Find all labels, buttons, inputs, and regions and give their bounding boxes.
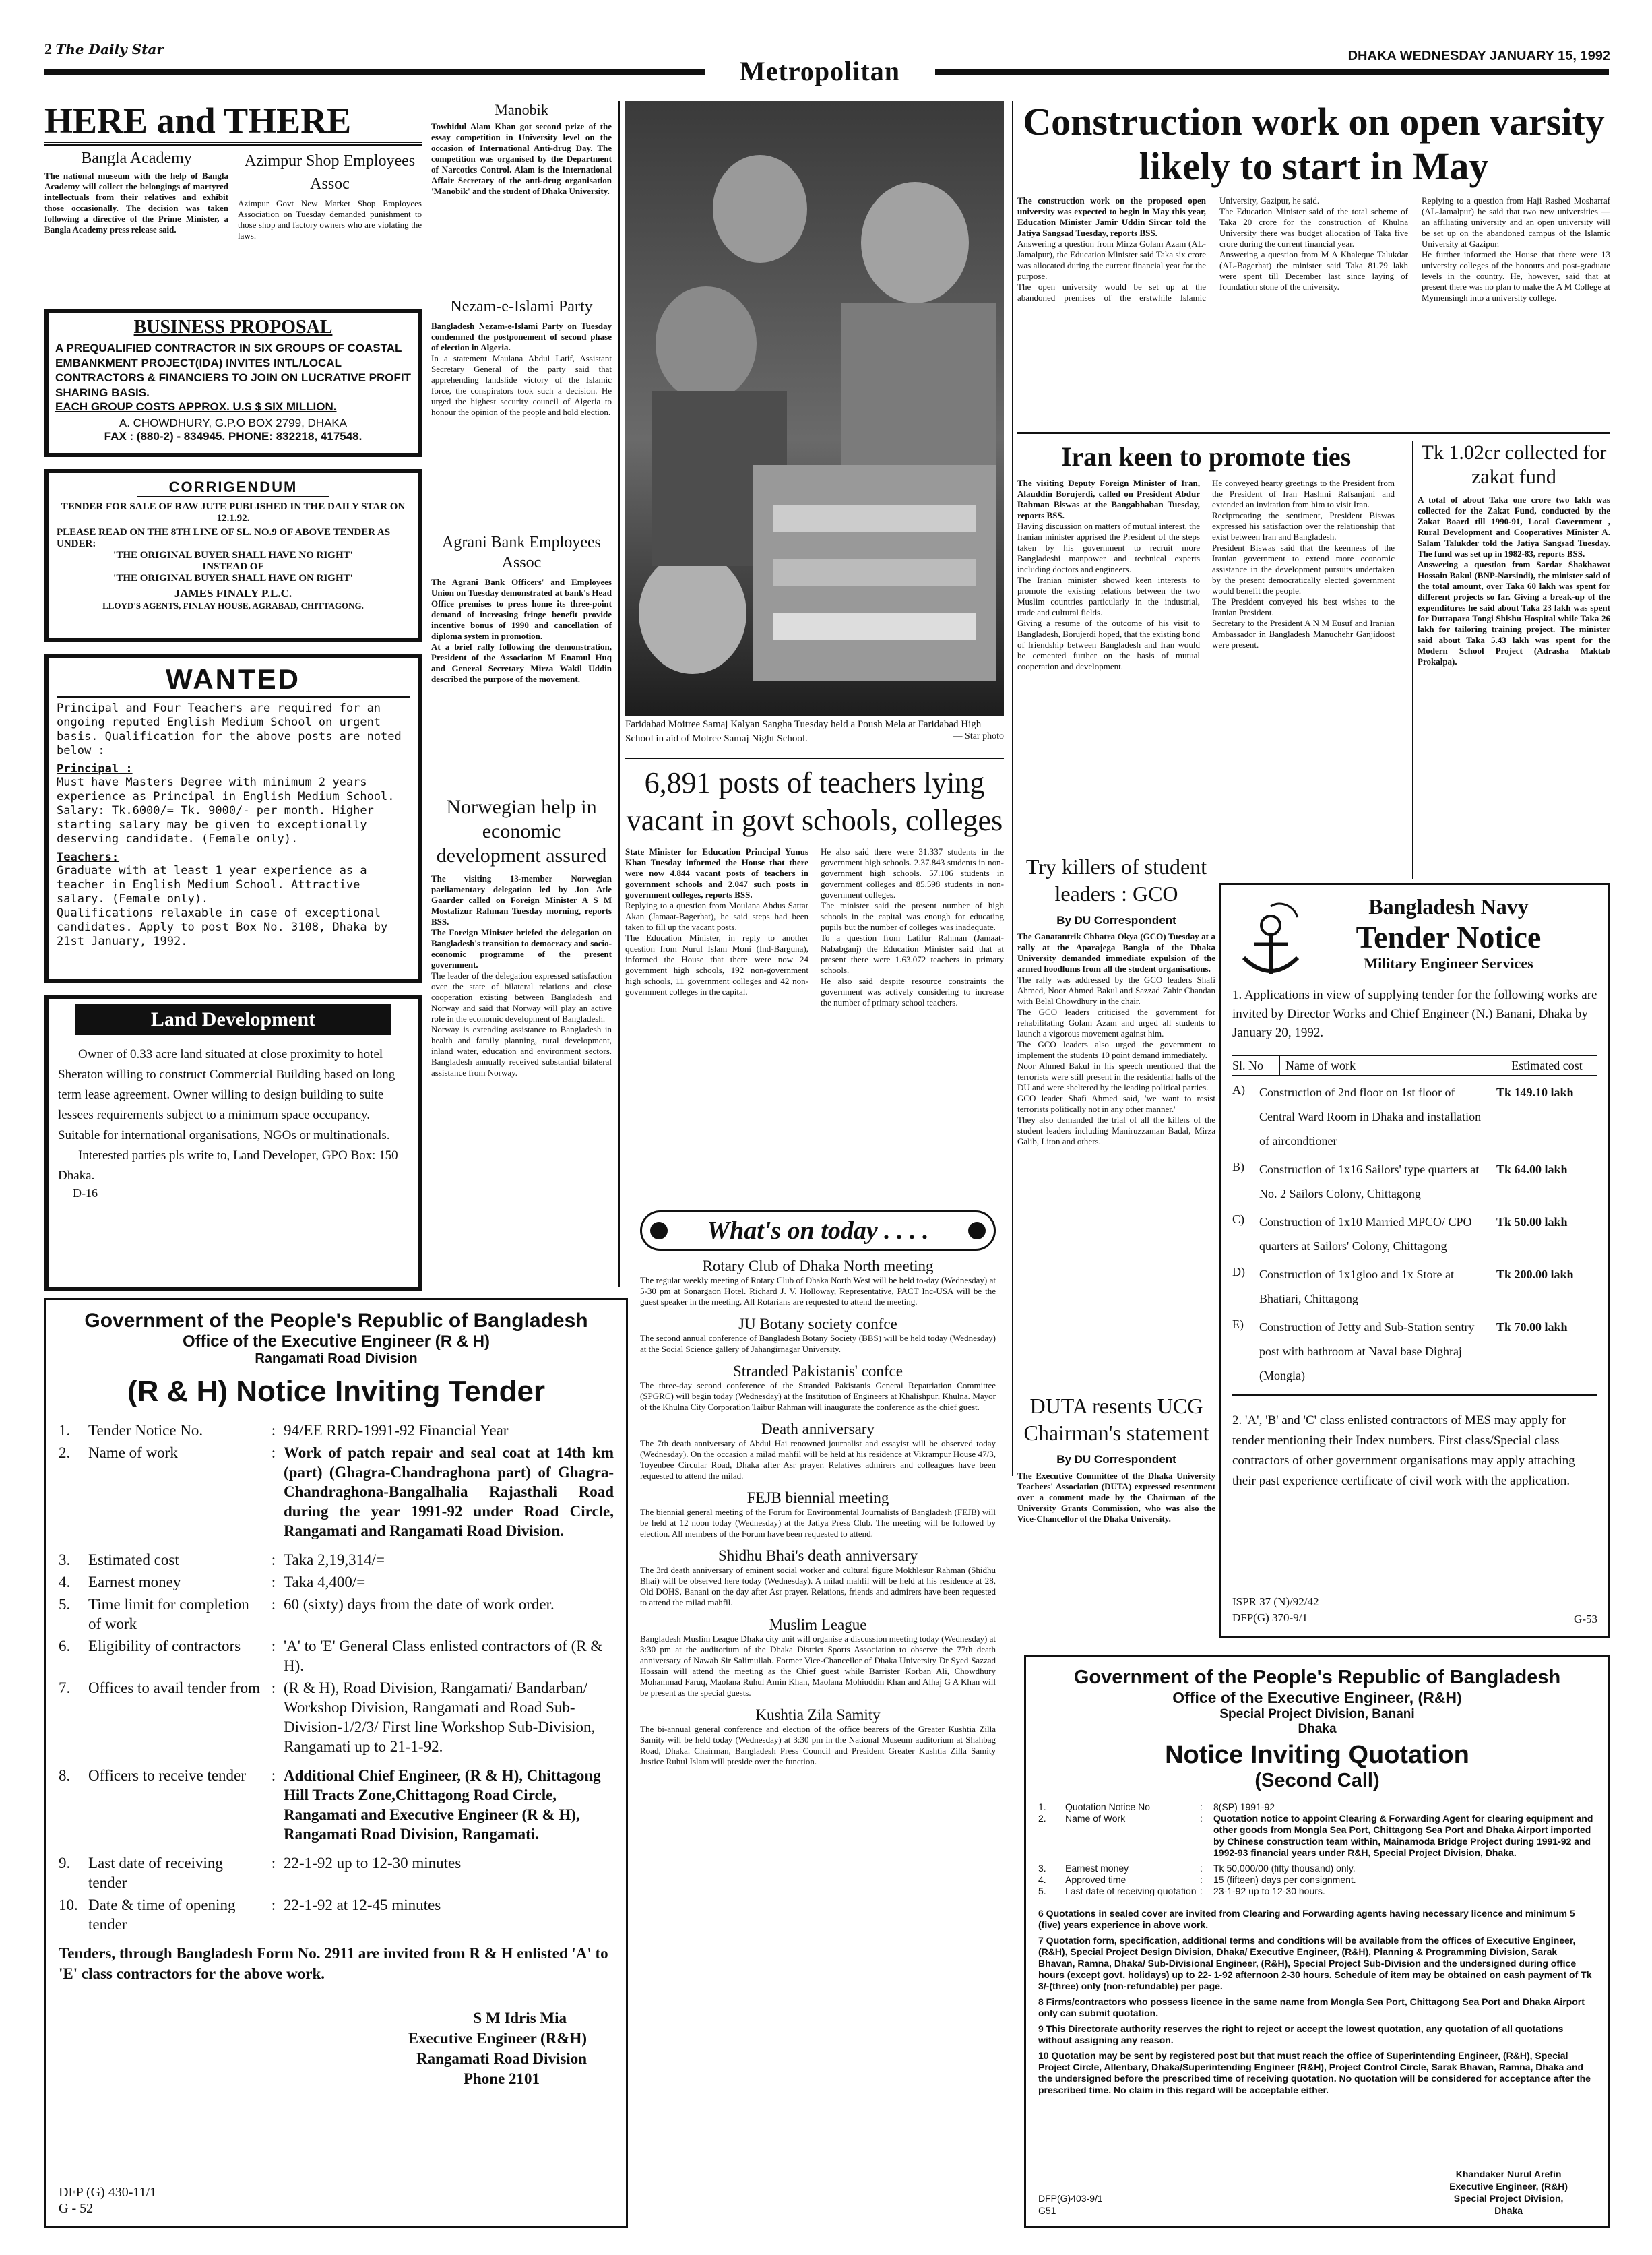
wanted-title: WANTED <box>57 663 410 698</box>
quot-division-line: Special Project Division, Banani <box>1219 1707 1415 1721</box>
gco-story <box>1017 853 1215 1386</box>
rh-row-num: 1. <box>59 1422 71 1439</box>
construction-text-4: The Education Minister said of the total scheme of Taka 20 crore for the construction of Khulna University there was budget allocation of Taka five crore during the current financial year. <box>1219 206 1408 249</box>
masthead-rule-left <box>44 69 705 75</box>
here-text-1: The national museum with the help of Bangla Academy will collect the belongings of martyred intellectuals from their relatives and exhibit those occasionally. The decision was taken following a directive of the Prime Minister, a Bangla Academy press release said. <box>44 171 228 235</box>
nezam-text-1: Bangladesh Nezam-e-Islami Party on Tuesday condemned the postponement of second phase of election in Algeria. <box>431 321 612 352</box>
corrigendum-line-6: JAMES FINALY P.L.C. <box>174 587 292 600</box>
quot-office-line: Office of the Executive Engineer, (R&H) <box>1172 1689 1462 1706</box>
wanted-principal-text: Must have Masters Degree with minimum 2 years experience as Principal in English Medium School. Salary: Tk.6000/= Tk. 9000/- per month. Higher starting salary may be given to exceptionally deserving candidate. (Female only). <box>57 776 395 846</box>
navy-row-work: Construction of 2nd floor on 1st floor of Central Ward Room in Dhaka and installation of aircondtioner <box>1259 1086 1482 1148</box>
event-heading-6: Muslim League <box>769 1616 867 1633</box>
navy-row <box>1232 1315 1597 1396</box>
teachers-heading: 6,891 posts of teachers lying vacant in govt schools, colleges <box>626 766 1003 837</box>
iran-text-3: The Iranian minister showed keen interests to promote the existing relations between the two Muslim countries particularly in the industrial, trade and cultural fields. <box>1017 575 1200 617</box>
teachers-text-1: State Minister for Education Principal Yunus Khan Tuesday informed the House that there were now 4.844 vacant posts of teachers in government schools and 2.047 such posts in government colleges, reports BSS. <box>625 846 808 900</box>
rh-row-key: Name of work <box>88 1444 178 1461</box>
whats-on-today-banner <box>640 1210 996 1251</box>
gco-text-5: Noor Ahmed Bakul in his speech mentioned that the terrorists were still present in the residential halls of the DU and were sheltered by the leading political parties. <box>1017 1061 1215 1092</box>
navy-row-cost: Tk 50.00 lakh <box>1496 1215 1568 1229</box>
rh-row-value: Additional Chief Engineer, (R & H), Chittagong Hill Tracts Zone,Chittagong Road Circle, Rangamati and Executive Engineer (R & H), Rangamati Road Division, Rangamati. <box>284 1767 601 1843</box>
teachers-text-5: The minister said the present number of high schools in the capital was enough for educating pupils but the number of colleges was inadequate. <box>821 900 1004 932</box>
rh-row-key: Eligibility of contractors <box>88 1638 241 1655</box>
quot-row-value: 23-1-92 up to 12-30 hours. <box>1213 1886 1325 1896</box>
zakat-story <box>1418 441 1610 872</box>
teachers-story <box>625 764 1004 1209</box>
navy-title-2: Tender Notice <box>1356 920 1542 954</box>
here-heading-1: Bangla Academy <box>81 150 192 167</box>
quot-row-value: 8(SP) 1991-92 <box>1213 1801 1275 1812</box>
rh-office-line: Office of the Executive Engineer (R & H) <box>182 1332 490 1351</box>
zakat-heading: Tk 1.02cr collected for zakat fund <box>1421 441 1607 488</box>
dateline: DHAKA WEDNESDAY JANUARY 15, 1992 <box>1347 49 1610 63</box>
iran-text-4: Giving a resume of the outcome of his visit to Bangladesh, Borujerdi hoped, that the existing bond of friendship between Bangladesh and Iran would be cemented further on the basis of mutual cooperation and development. <box>1017 618 1200 671</box>
event-heading-5: Shidhu Bhai's death anniversary <box>718 1547 918 1564</box>
navy-tender-notice <box>1219 883 1610 1638</box>
rh-row-key: Officers to receive tender <box>88 1767 246 1784</box>
teachers-text-3: The Education Minister, in reply to another question from Nurul Islam Moni (Ind-Barguna), informed the House that there were now 24 government high schools, 192 non-government high schools, 11 government colleges and 42 non-government colleges in the capital. <box>625 933 808 997</box>
gco-text-4: The GCO leaders also urged the government to implement the students 10 point demand immediately. <box>1017 1039 1215 1060</box>
agrani-brief <box>431 532 612 783</box>
quot-row-num: 2. <box>1038 1813 1046 1824</box>
quot-codes <box>1038 2192 1103 2217</box>
event-text-1: The second annual conference of Bangladesh Botany Society (BBS) will be held today (Wednesday) at the Social Science gallery of Jahangirnagar University. <box>640 1333 996 1354</box>
quot-row: 2. Name of Work : Quotation notice to appoint Clearing & Forwarding Agent for clearing equipment and other goods from Mongla Sea Port, Chittagong Sea Port and Dhaka Airport imported by Chinese construction team within, Mainamoda Bridge Project during 1991-92 and 1992-93 financial years under R&H, Special Project Division, Dhaka. <box>1038 1813 1596 1859</box>
navy-row <box>1232 1262 1597 1311</box>
land-text-1: Owner of 0.33 acre land situated at close proximity to hotel Sheraton willing to construct Commercial Building based on long term lease agreement. Owner willing to design building to suite lessees requirements subject to a minimum space occupancy. Suitable for international organisations, NGOs or multinationals. <box>58 1047 395 1142</box>
photo-caption <box>625 717 1004 759</box>
navy-col-work: Name of work <box>1285 1059 1356 1072</box>
quot-row-key: Last date of receiving quotation <box>1065 1886 1197 1896</box>
navy-para-2: 2. 'A', 'B' and 'C' class enlisted contractors of MES may apply for tender mentioning their Index numbers. First class/Special class contractors of other government organisations may apply attaching their past experience certificate of civil work with the application. <box>1232 1413 1575 1488</box>
quot-row-key: Earnest money <box>1065 1863 1129 1874</box>
here-and-there <box>44 100 422 295</box>
bullet-right <box>968 1222 986 1239</box>
navy-title-3: Military Engineer Services <box>1364 955 1533 972</box>
event-text-3: The 7th death anniversary of Abdul Hai renowned journalist and essayist will be observed today (Wednesday). On the occasion a milad mahfil will be held at his residence at Vikrampur House 47/3, Toyenbee Circular Road, Dhaka after Asr prayer. Relatives admirers and colleagues have been requested to attend the milad. <box>640 1438 996 1481</box>
quot-note: 6 Quotations in sealed cover are invited from Clearing and Forwarding agents having necessary licence and minimum 5 (five) years experience in above work. <box>1038 1908 1575 1930</box>
navy-code-3: G-53 <box>1574 1613 1597 1626</box>
quot-sig-city: Dhaka <box>1494 2205 1523 2216</box>
norway-text-4: Norway is extending assistance to Bangladesh in health and family planning, rural development, inland water, education and environment sectors. Bangladesh annually received substantial bilateral assistance from Norway. <box>431 1024 612 1078</box>
rh-row-num: 2. <box>59 1444 71 1461</box>
agrani-heading: Agrani Bank Employees Assoc <box>442 534 601 572</box>
quot-note: 8 Firms/contractors who possess licence in the same name from Mongla Sea Port, Chittagong Sea Port and Dhaka Airport only can submit quotation. <box>1038 1996 1585 2018</box>
rh-row-value: Taka 4,400/= <box>284 1574 366 1590</box>
event-heading-0: Rotary Club of Dhaka North meeting <box>702 1258 934 1274</box>
event-text-6: Bangladesh Muslim League Dhaka city unit will organise a discussion meeting today (Wednesday) at 3:30 pm at the auditorium of the Dhaka District Sports Association to observe the 77th death anniversary of Nawab Sir Salimullah. Former Vice-Chancellor of Dhaka University Dr Syed Sazzad Hossain will attend the meeting as the Chief guest while Barrister Korban Ali, Chowdhury Mohammad Faruq, Maolana Ruhul Amin Khan, Maolana Mohiuddin Khan and Alhaj G A Khan will be present as the special guests. <box>640 1634 996 1698</box>
iran-text-2: Having discussion on matters of mutual interest, the Iranian minister apprised the President of the steps taken by his government to recruit more Bangladeshi manpower and technical experts including doctors and engineers. <box>1017 521 1200 574</box>
quot-row-key: Name of Work <box>1065 1813 1126 1824</box>
quot-city-line: Dhaka <box>1298 1722 1337 1736</box>
navy-col-sl: Sl. No <box>1232 1056 1280 1075</box>
nezam-brief <box>431 297 612 530</box>
event-text-0: The regular weekly meeting of Rotary Club of Dhaka North West will be held to-day (Wednesday) at 5-30 pm at Sonargaon Hotel. Richard J. V. Holloway, Representative, PACT Inc-USA will be the guest speaker in the meeting. All Rotarians are requested to attend the meeting. <box>640 1275 996 1307</box>
navy-intro: 1. Applications in view of supplying tender for the following works are invited by Director Works and Chief Engineer (N.) Banani, Dhaka by January 20, 1992. <box>1232 988 1597 1040</box>
rh-row-value: 'A' to 'E' General Class enlisted contractors of (R & H). <box>284 1638 603 1674</box>
business-proposal-ad <box>44 309 422 457</box>
rh-row-key: Date & time of opening tender <box>88 1896 236 1933</box>
rh-row: 4. Earnest money : Taka 4,400/= <box>59 1572 614 1592</box>
navy-row-num: A) <box>1232 1083 1245 1096</box>
rh-row-key: Last date of receiving tender <box>88 1855 223 1891</box>
navy-row-work: Construction of 1x10 Married MPCO/ CPO quarters at Sailors' Colony, Chittagong <box>1259 1215 1472 1253</box>
corrigendum-line-7: LLOYD'S AGENTS, FINLAY HOUSE, AGRABAD, CHITTAGONG. <box>102 600 364 611</box>
rh-rows <box>59 1421 614 1934</box>
wanted-teachers-heading: Teachers: <box>57 851 119 864</box>
navy-row-num: B) <box>1232 1160 1244 1173</box>
rh-tender-notice <box>44 1298 628 2228</box>
rh-row: 2. Name of work : Work of patch repair and seal coat at 14th km (part) (Ghagra-Chandraghona part) of Ghagra-Chandraghona-Bangalhalia Rajasthali Road during the year 1991-92 under Road Circle, Rangamati and Rangamati Road Division. <box>59 1444 614 1539</box>
corrigendum-ad <box>44 469 422 642</box>
rh-row-value: 22-1-92 up to 12-30 minutes <box>284 1855 462 1872</box>
navy-row-cost: Tk 149.10 lakh <box>1496 1086 1574 1099</box>
navy-row-num: D) <box>1232 1265 1245 1278</box>
rh-row-value: 94/EE RRD-1991-92 Financial Year <box>284 1422 509 1439</box>
corrigendum-line-2: PLEASE READ ON THE 8TH LINE OF SL. NO.9 OF ABOVE TENDER AS UNDER: <box>57 527 391 549</box>
navy-row-cost: Tk 200.00 lakh <box>1496 1268 1574 1281</box>
rh-sig-phone: Phone 2101 <box>463 2070 540 2087</box>
page-number-logo <box>44 40 206 63</box>
rh-signature <box>59 2008 614 2089</box>
rh-division-line: Rangamati Road Division <box>255 1351 418 1366</box>
quot-signature <box>1449 2168 1568 2217</box>
corrigendum-line-3: 'THE ORIGINAL BUYER SHALL HAVE NO RIGHT' <box>113 550 353 561</box>
quot-row: 3. Earnest money : Tk 50,000/00 (fifty thousand) only. <box>1038 1863 1596 1874</box>
rh-row-num: 6. <box>59 1638 71 1655</box>
quot-row-key: Quotation Notice No <box>1065 1801 1151 1812</box>
rh-sig-division: Rangamati Road Division <box>416 2050 587 2067</box>
rh-row-value: 22-1-92 at 12-45 minutes <box>284 1896 441 1913</box>
event-text-5: The 3rd death anniversary of eminent social worker and cultural figure Mokhlesur Rahman (Shidhu Bhai) will be observed here today (Wednesday). A milad mahfil will be held at his residence at 28, Old DOHS, Banani on the day after Asr prayer. Relations, friends and admirers have been requested to attend the milad mahfil. <box>640 1565 996 1607</box>
norway-text-2: The Foreign Minister briefed the delegation on Bangladesh's transition to democracy and socio-economic programme of the present government. <box>431 927 612 970</box>
photo-credit: — Star photo <box>953 731 1004 741</box>
rh-row-key: Tender Notice No. <box>88 1422 203 1439</box>
construction-text-7: He further informed the House that there were 13 university colleges of the honours and post-graduate levels in the country. He, however, said that at present there was no plan to make the A M College at Mymensingh into a university college. <box>1422 249 1610 303</box>
teachers-text-4: He also said there were 31.337 students in the government high schools. 2.37.843 students in non-government high schools. 57.106 students in government colleges and 85.598 students in non-government colleges. <box>821 846 1004 900</box>
page-number: 2 <box>44 40 52 57</box>
rh-row-num: 8. <box>59 1767 71 1784</box>
quot-row-value: Quotation notice to appoint Clearing & Forwarding Agent for clearing equipment and other goods from Mongla Sea Port, Chittagong Sea Port and Dhaka Airport imported by Chinese construction team within, Mainamoda Bridge Project during 1991-92 and 1992-93 financial years under R&H, Special Project Division, Dhaka. <box>1213 1813 1593 1858</box>
manobik-brief <box>431 101 612 297</box>
rh-row: 5. Time limit for completion of work : 60 (sixty) days from the date of work order. <box>59 1595 614 1634</box>
wanted-teachers-text: Graduate with at least 1 year experience as a teacher in English Medium School. Attractive salary. (Female only). <box>57 864 367 906</box>
rh-code-2: G - 52 <box>59 2201 94 2216</box>
navy-row-work: Construction of Jetty and Sub-Station sentry post with bathroom at Naval base Dighraj (Mongla) <box>1259 1320 1475 1382</box>
land-text-2: Interested parties pls write to, Land Developer, GPO Box: 150 Dhaka. <box>58 1148 398 1183</box>
iran-text-5: He conveyed hearty greetings to the President from the President of Iran Hashmi Rafsanjani and extended an invitation from him to visit Iran. <box>1212 478 1395 509</box>
iran-text-6: Reciprocating the sentiment, President Biswas expressed his satisfaction over the relationship that exist between Iran and Bangladesh. <box>1212 510 1395 542</box>
quot-row-num: 4. <box>1038 1874 1046 1885</box>
navy-row-work: Construction of 1x16 Sailors' type quarters at No. 2 Sailors Colony, Chittagong <box>1259 1163 1480 1200</box>
quot-row-num: 3. <box>1038 1863 1046 1874</box>
quot-code-1: DFP(G)403-9/1 <box>1038 2193 1103 2204</box>
navy-codes <box>1232 1594 1319 1626</box>
construction-text-1: The construction work on the proposed open university was expected to begin in May this year, Education Minister Jamir Uddin Sircar told the Jatiya Sangsad Tuesday, reports BSS. <box>1017 195 1206 238</box>
photo-image <box>625 101 1004 716</box>
land-code: D-16 <box>73 1186 98 1200</box>
rh-row: 10. Date & time of opening tender : 22-1-92 at 12-45 minutes <box>59 1895 614 1934</box>
navy-title-1: Bangladesh Navy <box>1368 894 1529 919</box>
quotation-notice <box>1024 1655 1610 2228</box>
rh-row-value: (R & H), Road Division, Rangamati/ Bandarban/ Workshop Division, Rangamati and Road Sub-Division-1/2/3/ First line Workshop Sub-Division, Rangamati up to 21-1-92. <box>284 1679 596 1755</box>
wanted-ad <box>44 654 422 983</box>
corrigendum-line-5: 'THE ORIGINAL BUYER SHALL HAVE ON RIGHT' <box>113 573 353 584</box>
quot-sig-name: Khandaker Nurul Arefin <box>1455 2169 1562 2180</box>
quot-row-num: 5. <box>1038 1886 1046 1896</box>
navy-table-header <box>1232 1055 1597 1076</box>
here-text-2: Azimpur Govt New Market Shop Employees Association on Tuesday demanded punishment to those shop and factory owners who are violating the laws. <box>238 198 422 241</box>
navy-code-2: DFP(G) 370-9/1 <box>1232 1611 1308 1624</box>
poush-mela-photo <box>625 101 1004 716</box>
duta-story <box>1017 1392 1215 1635</box>
duta-heading: DUTA resents UCG Chairman's statement <box>1023 1394 1209 1445</box>
rh-row-num: 5. <box>59 1596 71 1613</box>
rh-code-1: DFP (G) 430-11/1 <box>59 2185 157 2200</box>
rh-row: 3. Estimated cost : Taka 2,19,314/= <box>59 1550 614 1570</box>
duta-text-1: The Executive Committee of the Dhaka University Teachers' Association (DUTA) expressed resentment over a comment made by the Chairman of the University Grants Commission, who was also the Vice-Chancellor of the Dhaka University. <box>1017 1471 1215 1524</box>
iran-story <box>1017 441 1395 879</box>
quot-gov-line: Government of the People's Republic of Bangladesh <box>1073 1667 1561 1688</box>
construction-story <box>1017 100 1610 434</box>
rh-row-value: Work of patch repair and seal coat at 14th km (part) (Ghagra-Chandraghona part) of Ghagra-Chandraghona-Bangalhalia Rajasthali Road during the year 1991-92 under Road Circle, Rangamati and Rangamati Road Division. <box>284 1444 614 1539</box>
teachers-text-7: He also said despite resource constraints the government was actively considering to increase the number of primary school teachers. <box>821 976 1004 1008</box>
teachers-text-2: Replying to a question from Moulana Abdus Sattar Akan (Jamaat-Bagerhat), he said steps had been taken to fill up the vacant posts. <box>625 900 808 932</box>
iran-text-7: President Biswas said that the keenness of the Iranian government to extend more economic assistance in the development pursuits undertaken by the present democratically elected government would benefit the people. <box>1212 543 1395 596</box>
quot-notes <box>1038 1908 1596 2096</box>
col-rule-2 <box>1012 101 1013 1476</box>
gco-byline: By DU Correspondent <box>1056 914 1176 927</box>
navy-row <box>1232 1157 1597 1206</box>
business-line-4: FAX : (880-2) - 834945. PHONE: 832218, 417548. <box>104 430 362 443</box>
nezam-heading: Nezam-e-Islami Party <box>450 298 593 315</box>
rh-gov-line: Government of the People's Republic of Bangladesh <box>84 1309 588 1332</box>
construction-text-3: The open university would be set up at the abandoned premises of the erstwhile Islamic University, Gazipur, he said. <box>1017 195 1320 303</box>
bullet-left <box>650 1222 668 1239</box>
gco-text-1: The Ganatantrik Chhatra Okya (GCO) Tuesday at a rally at the Aparajega Bangla of the Dhaka University demanded immediate expulsion of the armed hoodlums from all the student organisations. <box>1017 931 1215 974</box>
nezam-text-2: In a statement Maulana Abdul Latif, Assistant Secretary General of the party said that apprehending landslide victory of the Islamic force, the conspirators took such a decision. He urged the highest security council of Algeria to honour the opinion of the people and hold election. <box>431 353 612 417</box>
rh-row-num: 3. <box>59 1551 71 1568</box>
navy-col-cost: Estimated cost <box>1511 1059 1583 1072</box>
construction-text-5: Answering a question from M A Khaleque Talukdar (AL-Bagerhat) the minister said Taka 81.79 lakh were spent till December last since laying of foundation stone of the university. <box>1219 249 1408 292</box>
section-title: Metropolitan <box>740 56 900 86</box>
quot-sig-title: Executive Engineer, (R&H) <box>1449 2181 1568 2192</box>
gco-text-3: The GCO leaders criticised the government for rehabilitating Golam Azam and urged all students to launch a vigorous movement against him. <box>1017 1007 1215 1039</box>
quot-code-2: G51 <box>1038 2205 1056 2216</box>
rh-row-key: Earnest money <box>88 1574 181 1590</box>
event-text-4: The biennial general meeting of the Forum for Environmental Journalists of Bangladesh (FEJB) will be held at 12 noon today (Wednesday) at the Jatiya Press Club. The meeting will be followed by election. All members of the Forum have been requested to attend. <box>640 1507 996 1539</box>
zakat-text-1: A total of about Taka one crore two lakh was collected for the Zakat Fund, conducted by the Zakat Board till 1990-91, Local Government , Rural Development and Cooperatives Minister A. Salam Talukder told the Jatiya Sangsad Tuesday. The fund was set up in 1982-83, reports BSS. <box>1418 495 1610 559</box>
business-title: BUSINESS PROPOSAL <box>133 317 333 338</box>
here-title: HERE and THERE <box>44 100 422 146</box>
rh-row-key: Time limit for completion of work <box>88 1596 249 1632</box>
navy-code-1: ISPR 37 (N)/92/42 <box>1232 1595 1319 1608</box>
rh-title: (R & H) Notice Inviting Tender <box>127 1375 546 1408</box>
construction-heading: Construction work on open varsity likely to start in May <box>1023 100 1605 188</box>
wanted-apply-text: Qualifications relaxable in case of exceptional candidates. Apply to post Box No. 3108, Dhaka by 21st January, 1992. <box>57 906 388 948</box>
rh-sig-title: Executive Engineer (R&H) <box>408 2030 587 2047</box>
masthead-rule-right <box>935 69 1609 75</box>
rh-row: 1. Tender Notice No. : 94/EE RRD-1991-92 Financial Year <box>59 1421 614 1440</box>
gco-text-6: GCO leader Shafi Ahmed said, 'we want to resist terrorists politically not in any other manner.' <box>1017 1093 1215 1114</box>
gco-text-7: They also demanded the trial of all the killers of the student leaders including Maniruzzaman Badal, Mirza Galib, Liton and others. <box>1017 1115 1215 1146</box>
corrigendum-line-1: TENDER FOR SALE OF RAW JUTE PUBLISHED IN THE DAILY STAR ON 12.1.92. <box>61 501 406 524</box>
col-rule-3 <box>1412 441 1413 879</box>
wanted-intro: Principal and Four Teachers are required for an ongoing reputed English Medium School on urgent basis. Qualification for the above posts are noted below : <box>57 702 402 758</box>
iran-text-8: The President conveyed his best wishes to the Iranian President. <box>1212 596 1395 617</box>
iran-text-1: The visiting Deputy Foreign Minister of Iran, Alauddin Borujerdi, called on President Abdur Rahman Biswas at the Bangabhaban Tuesday, reports BSS. <box>1017 478 1200 520</box>
construction-text-6: Replying to a question from Haji Rashed Mosharraf (AL-Jamalpur) he said that two new universities — an affiliating university and an open university will be set up on the abandoned campus of the Islamic University at Gazipur. <box>1422 195 1610 249</box>
navy-anchor-emblem <box>1234 900 1308 981</box>
construction-text-2: Answering a question from Mirza Golam Azam (AL-Jamalpur), the Education Minister said Taka six crore was allocated during the current financial year for the purpose. <box>1017 239 1206 281</box>
quot-row: 5. Last date of receiving quotation : 23-1-92 up to 12-30 hours. <box>1038 1886 1596 1897</box>
navy-row <box>1232 1080 1597 1153</box>
event-heading-4: FEJB biennial meeting <box>746 1489 889 1506</box>
rh-row-num: 7. <box>59 1679 71 1696</box>
quot-row-value: 15 (fifteen) days per consignment. <box>1213 1874 1356 1885</box>
rh-row-key: Estimated cost <box>88 1551 179 1568</box>
manobik-text: Towhidul Alam Khan got second prize of the essay competition in University level on the occasion of International Anti-drug Day. The competition was organised by the Department of Narcotics Control. Alam is the International Affair Secretary of the anti-drug organisation 'Manobik' and the student of Dhaka University. <box>431 121 612 196</box>
gco-heading: Try killers of student leaders : GCO <box>1025 855 1207 906</box>
business-line-3: A. CHOWDHURY, G.P.O BOX 2799, DHAKA <box>119 416 348 429</box>
norway-text-1: The visiting 13-member Norwegian parliamentary delegation led by Jon Atle Gaarder called on Foreign Minister A S M Mostafizur Rahman Tuesday morning, reports BSS. <box>431 873 612 927</box>
norway-story <box>431 795 612 1294</box>
zakat-text-2: Answering a question from Sardar Shakhawat Hossain Bakul (BNP-Narsindi), the minister said of the total amount, over Taka 60 lakh was spent for different projects so far. Giving a break-up of the expenditures he said about Taka 23 lakh was spent for Duttapara Tongi Shishu Hospital while Taka 26 lakh for tailoring training project. The minister said about Taka 5.43 lakh was spent for the Modern School Project (Adrasha Maktab Prokalpa). <box>1418 559 1610 667</box>
event-heading-7: Kushtia Zila Samity <box>755 1706 881 1723</box>
rh-row-key: Offices to avail tender from <box>88 1679 261 1696</box>
navy-row-num: E) <box>1232 1318 1244 1331</box>
rh-row-num: 9. <box>59 1855 71 1872</box>
land-title: Land Development <box>75 1004 391 1035</box>
quot-note: 7 Quotation form, specification, additional terms and conditions will be available from the offices of Executive Engineer, (R&H), Special Project Design Division, Dhaka/ Executive Engineer, (R&H), Planning & Programming Division, Sarak Bhavan, Ramna, Dhaka/ Sub-Divisional Engineer, (R&H), Special Project Sub-Division and the undersigned during office hours (except govt. holidays) up to 22- 1-92 afternoon 2-30 hours. Schedule of item may be obtained on cash payment of Tk 3/-(three) only (non-refundable) per page. <box>1038 1935 1592 1991</box>
gco-text-2: The rally was addressed by the GCO leaders Shafi Ahmed, Noor Ahmed Bakul and Sazzad Zahir Chandan with Belal Chowdhury in the chair. <box>1017 975 1215 1006</box>
navy-row-cost: Tk 64.00 lakh <box>1496 1163 1568 1176</box>
quot-rows <box>1038 1801 1596 1897</box>
wanted-principal-heading: Principal : <box>57 762 133 776</box>
agrani-text-2: At a brief rally following the demonstration, President of the Association M Enamul Huq and General Secretary Mirza Wakil Uddin described the purpose of the movement. <box>431 642 612 684</box>
rh-sig-name: S M Idris Mia <box>473 2010 567 2027</box>
whats-on-today-title: What's on today . . . . <box>707 1216 929 1245</box>
navy-row-num: C) <box>1232 1212 1244 1226</box>
norway-text-3: The leader of the delegation expressed satisfaction over the state of bilateral relations and close cooperation existing between Bangladesh and Norway and said that Norway will play an active role in the economic development of Bangladesh. <box>431 970 612 1024</box>
quot-title: Notice Inviting Quotation <box>1165 1741 1469 1769</box>
quot-row: 4. Approved time : 15 (fifteen) days per consignment. <box>1038 1874 1596 1886</box>
photo-caption-text: Faridabad Moitree Samaj Kalyan Sangha Tuesday held a Poush Mela at Faridabad High School in aid of Motree Samaj Night School. <box>625 719 982 744</box>
business-line-1: A PREQUALIFIED CONTRACTOR IN SIX GROUPS OF COASTAL EMBANKMENT PROJECT(IDA) INVITES INTL/LOCAL CONTRACTORS & FINANCIERS TO JOIN ON LUCRATIVE PROFIT SHARING BASIS. <box>55 342 411 399</box>
event-text-7: The bi-annual general conference and election of the office bearers of the Greater Kushtia Zilla Samity will be held today (Wednesday) at 3:30 pm in the National Museum auditorium at Shahbag Road, Dhaka. Chairman, Bangladesh Press Council and President Greater Kushtia Zilla Samity Justice Ruhul Islam will preside over the function. <box>640 1724 996 1766</box>
quot-row: 1. Quotation Notice No : 8(SP) 1991-92 <box>1038 1801 1596 1813</box>
quot-note: 10 Quotation may be sent by registered post but that must reach the office of Superintending Engineer, (R&H), Special Project Circle, Allenbary, Dhaka/Superintending Engineer (R&H), Project Control Circle, Sarak Bhavan, Ramna, Dhaka and the undersigned before the prescribed time of receiving quotation. No quotation will be considered for acceptance after the prescribed time. No claim in this regard will be acceptable either. <box>1038 2050 1591 2095</box>
rh-row-num: 4. <box>59 1574 71 1590</box>
quot-subtitle: (Second Call) <box>1254 1770 1380 1791</box>
rh-row: 9. Last date of receiving tender : 22-1-92 up to 12-30 minutes <box>59 1853 614 1892</box>
land-development-ad <box>44 995 422 1291</box>
quot-row-num: 1. <box>1038 1801 1046 1812</box>
manobik-heading: Manobik <box>495 101 548 118</box>
rh-footer: Tenders, through Bangladesh Form No. 2911 are invited from R & H enlisted 'A' to 'E' class contractors for the above work. <box>59 1945 608 1982</box>
quot-note: 9 This Directorate authority reserves the right to reject or accept the lowest quotation, any quotation of all quotations without assigning any reason. <box>1038 2023 1564 2045</box>
navy-row-cost: Tk 70.00 lakh <box>1496 1320 1568 1334</box>
quot-sig-division: Special Project Division, <box>1453 2193 1564 2204</box>
norway-heading: Norwegian help in economic development assured <box>436 796 607 867</box>
corrigendum-line-4: INSTEAD OF <box>202 561 264 572</box>
event-heading-1: JU Botany society confce <box>738 1316 897 1332</box>
navy-row-work: Construction of 1x1gloo and 1x Store at Bhatiari, Chittagong <box>1259 1268 1454 1305</box>
here-heading-2: Azimpur Shop Employees Assoc <box>244 152 416 193</box>
corrigendum-title: CORRIGENDUM <box>137 478 329 497</box>
iran-heading: Iran keen to promote ties <box>1060 441 1352 472</box>
col-rule-1 <box>618 101 620 1287</box>
rh-row: 6. Eligibility of contractors : 'A' to 'E' General Class enlisted contractors of (R & H). <box>59 1636 614 1675</box>
duta-byline: By DU Correspondent <box>1056 1453 1176 1466</box>
rh-row-value: 60 (sixty) days from the date of work order. <box>284 1596 554 1613</box>
teachers-text-6: To a question from Latifur Rahman (Jamaat-Nababganj) the Education Minister said that at present there were 1.63.072 teachers in primary schools. <box>821 933 1004 975</box>
event-text-2: The three-day second conference of the Stranded Pakistanis General Repatriation Committee (SPGRC) will begin today (Wednesday) at the Institution of Engineers at Khalishpur, Khulna. Mayor of the Khulna City Corporation Taibur Rahman will inaugurate the conference as the chief guest. <box>640 1380 996 1412</box>
rh-codes <box>59 2184 156 2217</box>
rh-row: 7. Offices to avail tender from : (R & H), Road Division, Rangamati/ Bandarban/ Workshop Division, Rangamati and Road Sub-Division-1/2/3/ First line Workshop Sub-Division, Rangamati up to 21-1-92. <box>59 1678 614 1756</box>
rh-row-num: 10. <box>59 1896 78 1913</box>
rh-row: 8. Officers to receive tender : Additional Chief Engineer, (R & H), Chittagong Hill Tracts Zone,Chittagong Road Circle, Rangamati and Executive Engineer (R & H), Rangamati Road Division, Rangamati. <box>59 1766 614 1844</box>
whats-on-today-list <box>640 1258 996 2228</box>
paper-logo: The Daily Star <box>55 41 164 57</box>
rh-row-value: Taka 2,19,314/= <box>284 1551 385 1568</box>
quot-row-key: Approved time <box>1065 1874 1126 1885</box>
business-line-2: EACH GROUP COSTS APPROX. U.S $ SIX MILLION. <box>55 400 337 413</box>
quot-row-value: Tk 50,000/00 (fifty thousand) only. <box>1213 1863 1356 1874</box>
event-heading-3: Death anniversary <box>761 1421 875 1438</box>
event-heading-2: Stranded Pakistanis' confce <box>733 1363 903 1380</box>
navy-row <box>1232 1210 1597 1258</box>
navy-table <box>1232 1055 1597 1396</box>
iran-text-9: Secretary to the President A N M Eusuf and Iranian Ambassador in Bangladesh Manuchehr Ganjidoost were present. <box>1212 618 1395 650</box>
agrani-text-1: The Agrani Bank Officers' and Employees Union on Tuesday demonstrated at bank's Head Office premises to press home its three-point demand of increasing fringe benefit provide incentive bonus of 1990 and cancellation of diploma system in promotion. <box>431 577 612 641</box>
